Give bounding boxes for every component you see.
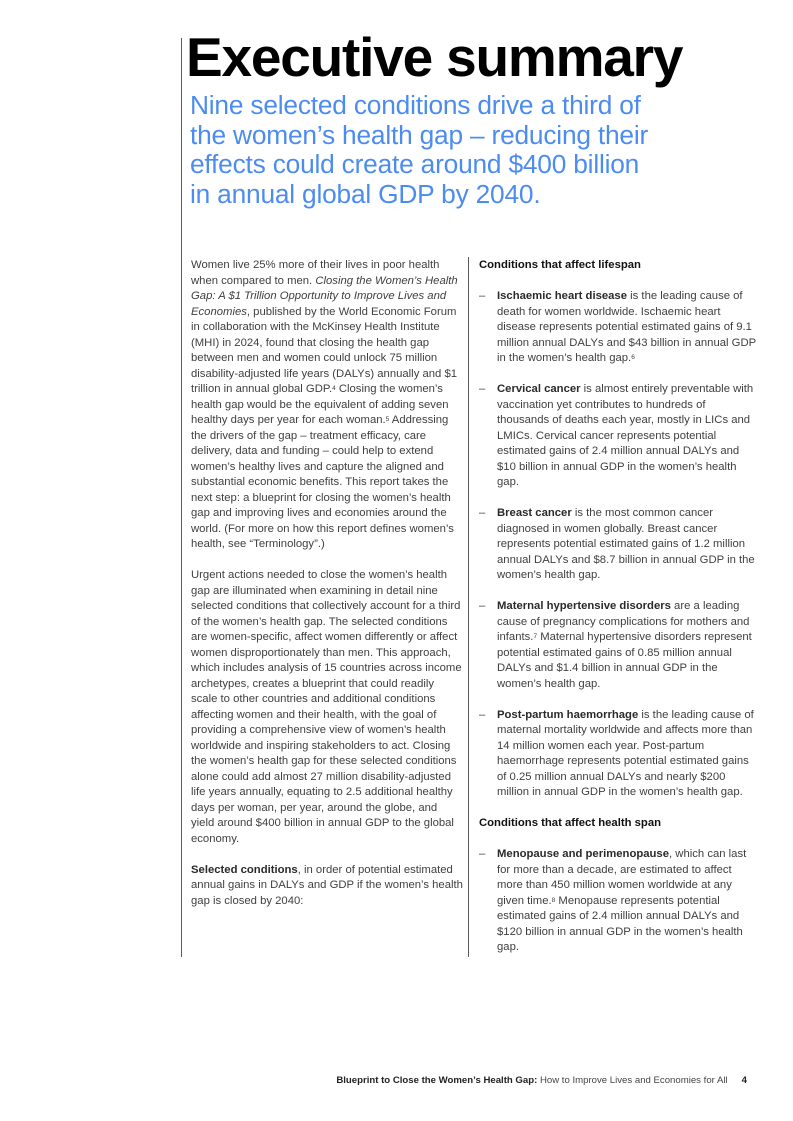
dash-bullet: – [479,600,486,612]
condition-name: Post-partum haemorrhage [497,708,639,721]
page-number: 4 [741,1075,747,1086]
intro-text: Women live 25% more of their lives in poor health when compared to men. [191,259,440,287]
dash-bullet: – [479,290,486,302]
condition-text: Menopause represents potential estimated gains of 2.4 million annual DALYs and $120 billion in annual GDP in the women’s health gap. [497,894,743,953]
condition-item [479,599,759,692]
column-divider-rule [468,257,469,957]
condition-name: Cervical cancer [497,383,581,395]
dash-bullet: – [479,507,486,519]
intro-text: Addressing the drivers of the gap – treatment efficacy, care delivery, data and funding – could help to extend women’s healthy lives and capture the aligned and substantial economic benefits. This report takes the next step: a blueprint for closing the women’s health gap and improving lives and economies around the world. (For more on how this report defines women’s health, see “Terminology”.) [191,414,454,550]
selected-conditions-paragraph [191,863,463,910]
dash-bullet: – [479,708,486,721]
footnote-ref[interactable]: 7 [533,633,538,640]
footnote-ref[interactable]: 6 [631,354,635,361]
selected-conditions-label: Selected conditions [191,863,298,876]
condition-text: is the leading cause of death for women worldwide. Ischaemic heart disease represents potential estimated gains of 9.1 million annual DALYs and $43 billion in annual GDP in the women’s health gap. [497,290,756,364]
condition-name: Menopause and perimenopause [497,848,670,860]
condition-text: are a leading cause of pregnancy complications for mothers and infants. [497,600,750,643]
condition-text: is the most common cancer diagnosed in women globally. Breast cancer represents potential estimated gains of 1.2 million annual DALYs and $8.7 billion in annual GDP in the women’s health gap. [497,507,755,581]
intro-text: , published by the World Economic Forum in collaboration with the McKinsey Health Institute (MHI) in 2024, found that closing the health gap between men and women could unlock 75 million disability-adjusted life years (DALYs) annually and $1 trillion in annual global GDP. [191,305,458,395]
footnote-ref[interactable]: 8 [551,896,556,904]
condition-name: Breast cancer [497,507,572,519]
condition-item [479,289,759,367]
lifespan-heading: Conditions that affect lifespan [479,259,641,271]
left-column [191,258,463,925]
condition-item [479,847,759,956]
condition-text: , which can last for more than a decade, are estimated to affect more than 450 million women worldwide at any given time. [497,848,747,907]
intro-paragraph [191,258,463,553]
selected-conditions-text: , in order of potential estimated annual gains in DALYs and GDP if the women’s health gap is closed by 2040: [191,863,463,907]
page-title: Executive summary [186,26,683,88]
condition-name: Ischaemic heart disease [497,290,627,302]
page-footer [336,1075,747,1086]
footer-report-title: Blueprint to Close the Women’s Health Gap: [336,1075,538,1086]
condition-item [479,506,759,584]
report-citation: Closing the Women’s Health Gap: A $1 Trillion Opportunity to Improve Lives and Economies [191,274,458,318]
lifespan-conditions [479,289,759,801]
urgent-actions-paragraph: Urgent actions needed to close the women’s health gap are illuminated when examining in detail nine selected conditions that collectively account for a third of the women’s health gap. The selected conditions are women-specific, affect women differently or affect women disproportionately than men. This approach, which includes analysis of 15 countries across income archetypes, creates a blueprint that could readily scale to other countries and additional conditions affecting women and their health, with the goal of providing a comprehensive view of women’s health worldwide and inspiring stakeholders to act. Closing the women’s health gap for these selected conditions alone could add almost 27 million disability-adjusted life years annually, equating to 2.5 additional healthy days per woman, per year, around the globe, and yield around $400 billion in annual GDP to the global economy. [191,569,462,845]
right-column [479,258,759,971]
condition-item [479,708,759,801]
footer-report-subtitle: How to Improve Lives and Economies for All [537,1075,728,1086]
left-vertical-rule [181,38,182,957]
condition-item [479,382,759,491]
intro-text: Closing the women’s health gap would be the equivalent of adding seven healthy days per year for each woman. [191,383,449,426]
page-subtitle: Nine selected conditions drive a third of the women’s health gap – reducing their effects could create around $400 billion in annual global GDP by 2040. [190,90,649,209]
footnote-ref[interactable]: 4 [332,385,336,392]
condition-text: is almost entirely preventable with vaccination yet contributes to hundreds of thousands of deaths each year, mostly in LICs and LMICs. Cervical cancer represents potential estimated gains of 2.4 million annual DALYs and $10 billion in annual GDP in the women’s health gap. [497,383,754,488]
dash-bullet: – [479,383,486,395]
condition-text: is the leading cause of maternal mortality worldwide and affects more than 14 million women each year. Post-partum haemorrhage represents potential estimated gains of 0.25 million annual DALYs and nearly $200 million in annual GDP in the women’s health gap. [497,708,754,798]
footnote-ref[interactable]: 5 [385,416,390,423]
condition-name: Maternal hypertensive disorders [497,600,671,612]
condition-text: Maternal hypertensive disorders represent potential estimated gains of 0.85 million annual DALYs and $1.4 billion in annual GDP in the women’s health gap. [497,631,752,690]
healthspan-conditions [479,847,759,956]
healthspan-heading: Conditions that affect health span [479,817,662,829]
dash-bullet: – [479,848,486,860]
